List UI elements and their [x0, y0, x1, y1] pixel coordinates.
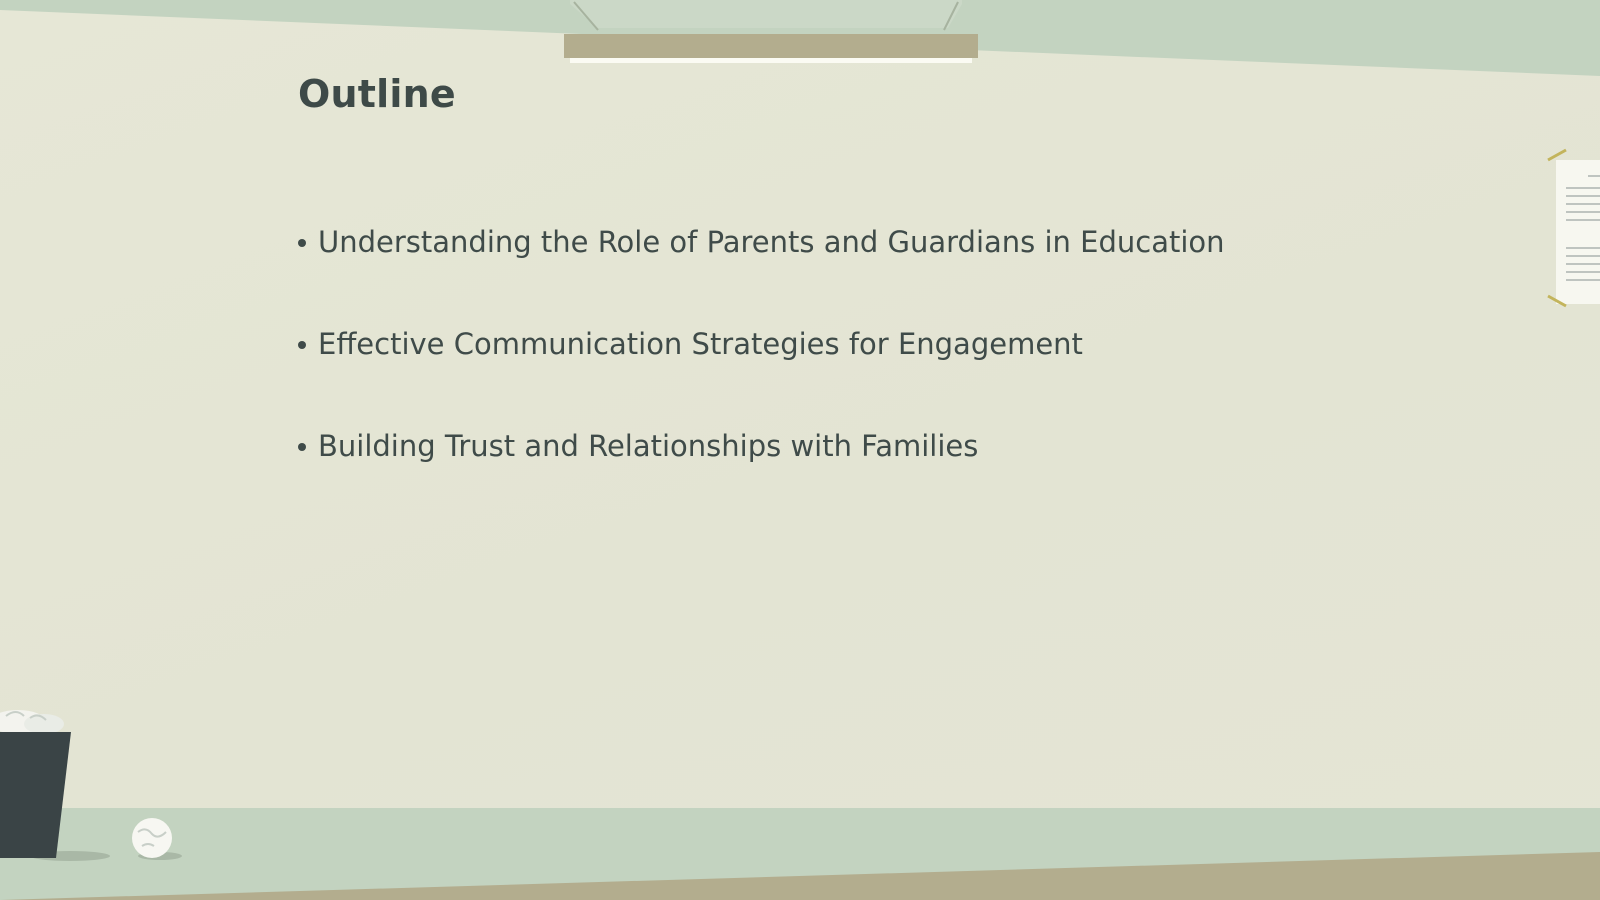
slide-title: Outline: [298, 72, 456, 116]
outline-list: [298, 222, 1225, 528]
lamp-shade-icon: [570, 0, 962, 28]
outline-item-text: Understanding the Role of Parents and Guardians in Education: [318, 225, 1225, 259]
bullet-icon: [298, 239, 306, 247]
outline-item-text: Building Trust and Relationships with Families: [318, 429, 979, 463]
outline-item-text: Effective Communication Strategies for Engagement: [318, 327, 1083, 361]
pinned-paper-icon: [1548, 150, 1600, 306]
outline-item: [298, 222, 1225, 262]
outline-item: [298, 426, 1225, 466]
lamp-bar-icon: [564, 34, 978, 58]
outline-item: [298, 324, 1225, 364]
bullet-icon: [298, 443, 306, 451]
lamp-light-icon: [570, 58, 972, 63]
bullet-icon: [298, 341, 306, 349]
